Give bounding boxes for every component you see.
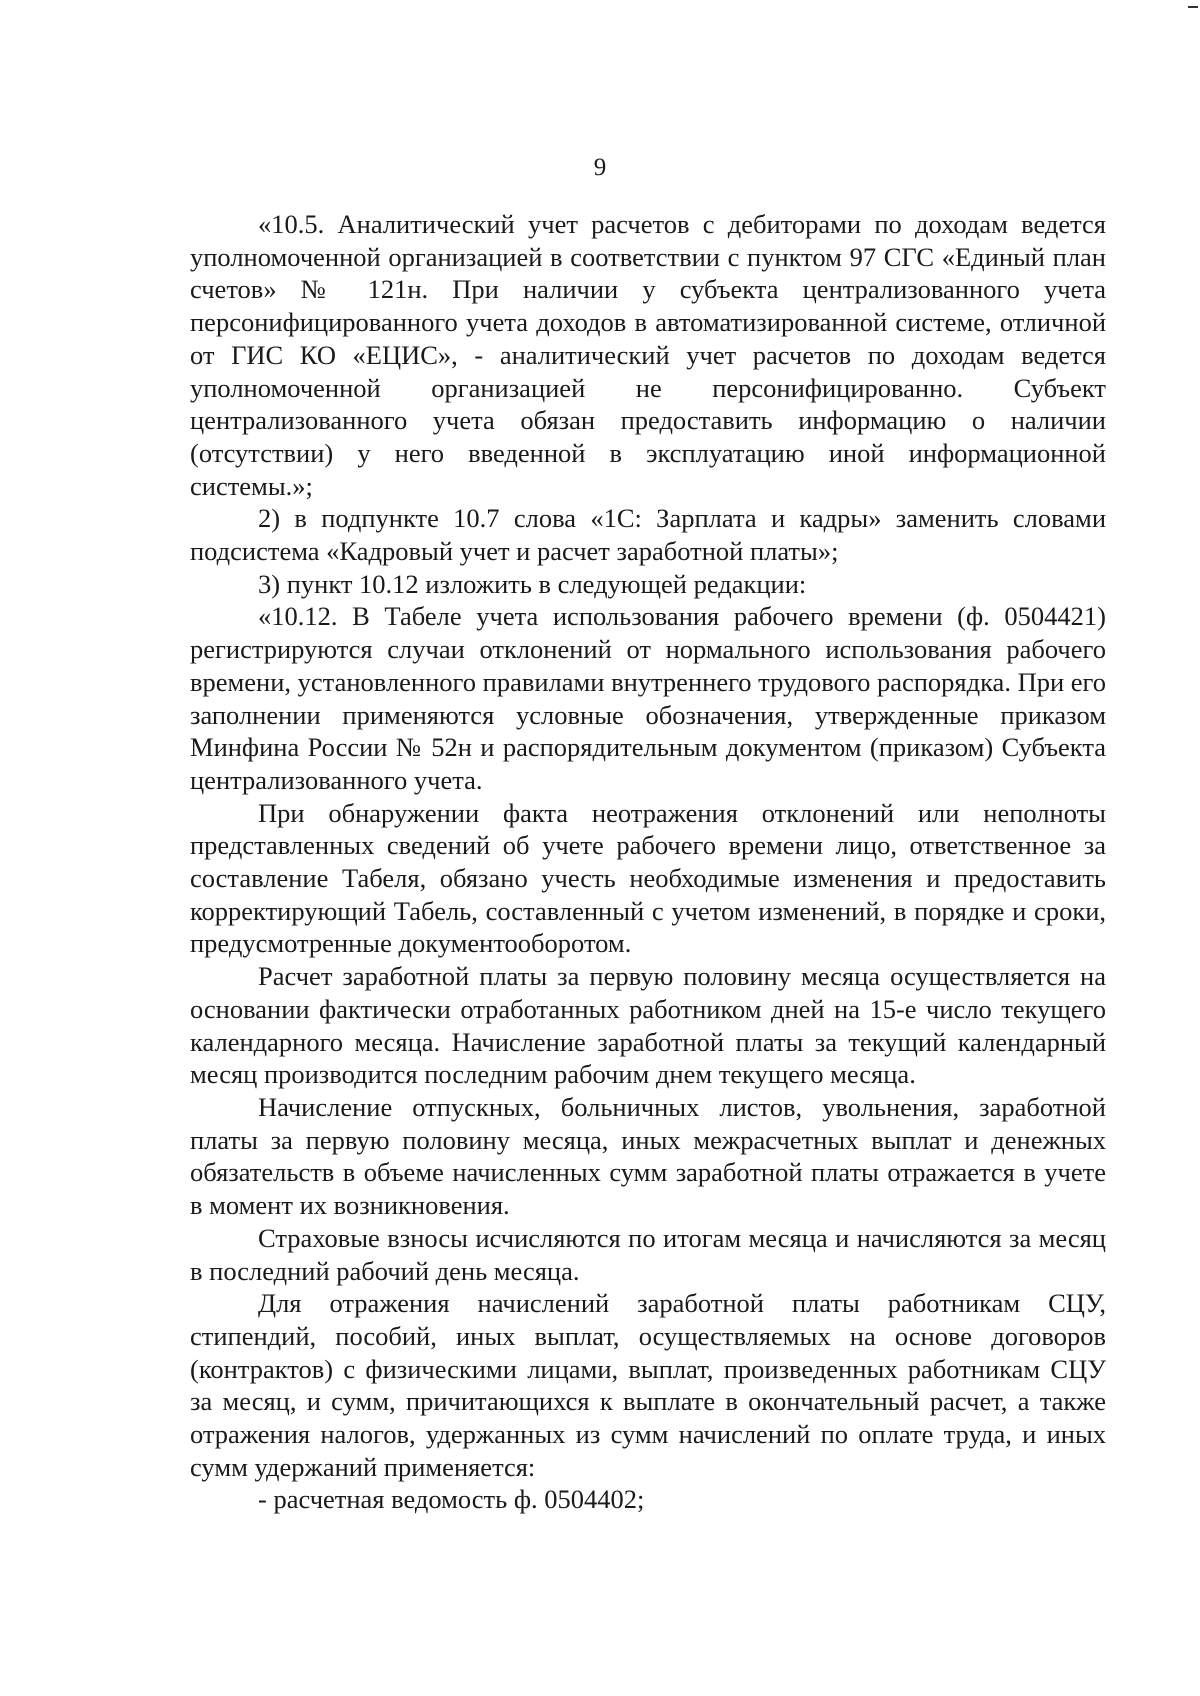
paragraph-10-12: «10.12. В Табеле учета использования рабочего времени (ф. 0504421) регистрируются случаи отклонений от нормального использования рабочего времени, установленного правилами внутреннего трудового распорядка. При его заполнении применяются условные обозначения, утвержденные приказом Минфина России № 52н и распорядительным документом (приказом) Субъекта централизованного учета. <box>190 601 1106 795</box>
paragraph-item-2: 2) в подпункте 10.7 слова «1С: Зарплата и кадры» заменить словами подсистема «Кадровый учет и расчет заработной платы»; <box>190 503 1106 567</box>
paragraph-insurance: Страховые взносы исчисляются по итогам месяца и начисляются за месяц в последний рабочий день месяца. <box>190 1222 1106 1286</box>
paragraph-item-3: 3) пункт 10.12 изложить в следующей редакции: <box>258 568 807 599</box>
page-number: 9 <box>593 154 607 181</box>
paragraph-10-5: «10.5. Аналитический учет расчетов с дебиторами по доходам ведется уполномоченной организацией в соответствии с пунктом 97 СГС «Единый план счетов» № 121н. При наличии у субъекта централизованного учета персонифицированного учета доходов в автоматизированной системе, отличной от ГИС КО «ЕЦИС», - аналитический учет расчетов по доходам ведется уполномоченной организацией не персонифицированно. Субъект централизованного учета обязан предоставить информацию о наличии (отсутствии) у него введенной в эксплуатацию иной информационной системы.»; <box>190 209 1106 501</box>
scan-corner-mark <box>1188 6 1198 8</box>
paragraph-accruals: Начисление отпускных, больничных листов, увольнения, заработной платы за первую половину месяца, иных межрасчетных выплат и денежных обязательств в объеме начисленных сумм заработной платы отражается в учете в момент их возникновения. <box>190 1091 1106 1221</box>
paragraph-forms-intro: Для отражения начислений заработной платы работникам СЦУ, стипендий, пособий, иных выплат, осуществляемых на основе договоров (контрактов) с физическими лицами, выплат, произведенных работникам СЦУ за месяц, и сумм, причитающихся к выплате в окончательный расчет, а также отражения налогов, удержанных из сумм начислений по оплате труда, и иных сумм удержаний применяется: <box>190 1288 1106 1482</box>
paragraph-corrections: При обнаружении факта неотражения отклонений или неполноты представленных сведений об учете рабочего времени лицо, ответственное за составление Табеля, обязано учесть необходимые изменения и предоставить корректирующий Табель, составленный с учетом изменений, в порядке и сроки, предусмотренные документооборотом. <box>190 797 1106 959</box>
document-body <box>190 208 1106 1516</box>
paragraph-form-list-item: - расчетная ведомость ф. 0504402; <box>258 1484 645 1515</box>
paragraph-salary-calculation: Расчет заработной платы за первую половину месяца осуществляется на основании фактически отработанных работником дней на 15-е число текущего календарного месяца. Начисление заработной платы за текущий календарный месяц производится последним рабочим днем текущего месяца. <box>190 961 1106 1090</box>
